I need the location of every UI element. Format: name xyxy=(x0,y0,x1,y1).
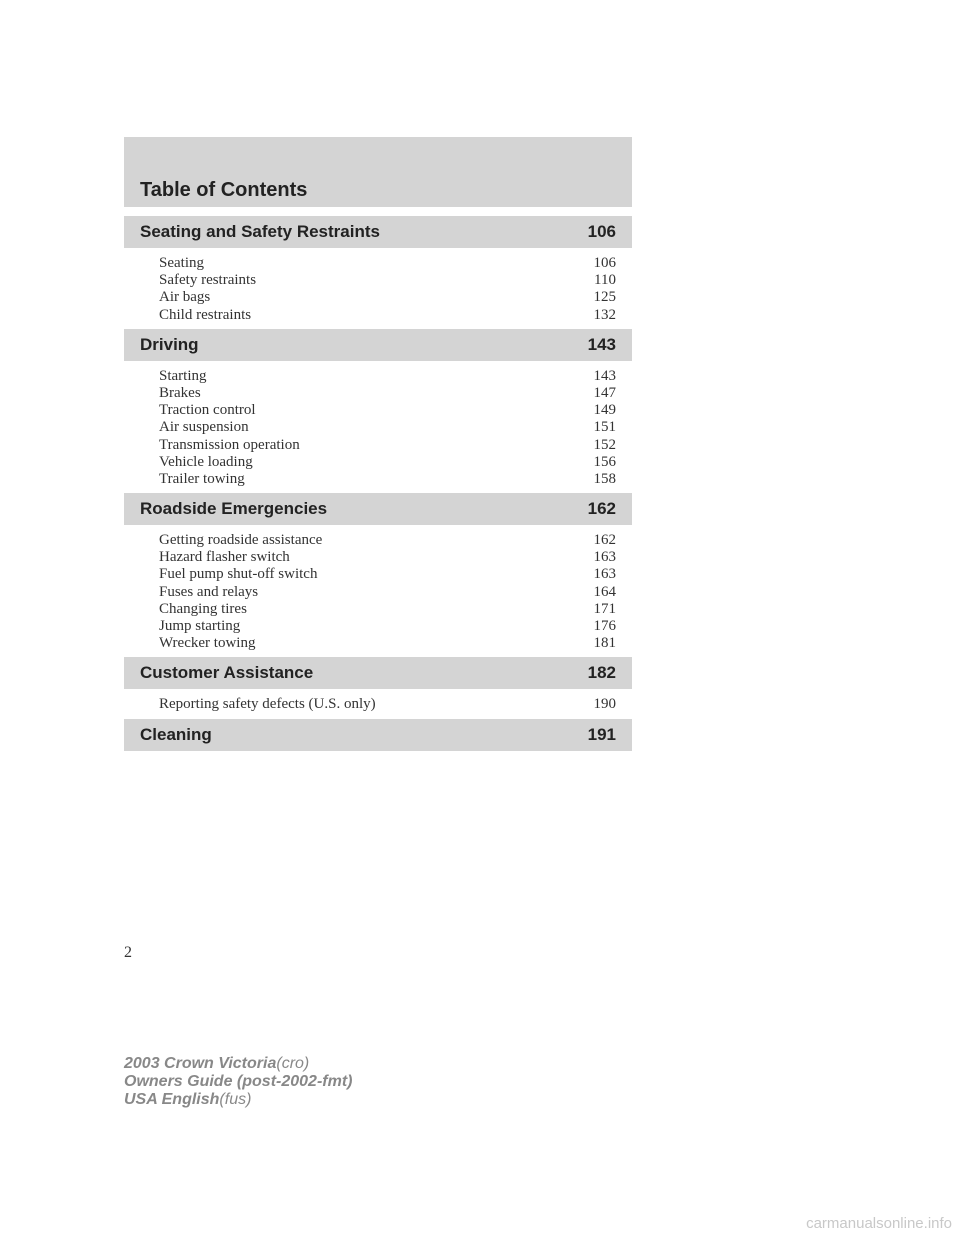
toc-section-header[interactable] xyxy=(124,493,632,525)
toc-item[interactable] xyxy=(159,385,616,402)
page-number: 2 xyxy=(124,944,132,961)
toc-item[interactable] xyxy=(159,368,616,385)
toc-section-title: Roadside Emergencies xyxy=(140,499,328,519)
toc-item-label: Traction control xyxy=(159,402,256,419)
toc-header xyxy=(124,137,632,207)
toc-item-page: 171 xyxy=(593,600,616,617)
toc-item[interactable] xyxy=(159,532,616,549)
toc-item-page: 106 xyxy=(593,255,616,271)
toc-item-label: Air suspension xyxy=(159,419,249,436)
toc-item[interactable] xyxy=(159,471,616,488)
toc-item-page: 164 xyxy=(593,583,616,600)
toc-item-label: Jump starting xyxy=(159,618,241,634)
toc-item-page: 125 xyxy=(593,289,616,306)
toc-item-label: Wrecker towing xyxy=(159,635,256,652)
toc-item-page: 151 xyxy=(593,419,616,436)
toc-item-label: Brakes xyxy=(159,384,201,401)
toc-item-list xyxy=(124,525,632,657)
toc-item-page: 152 xyxy=(593,436,616,453)
toc-item-label: Vehicle loading xyxy=(159,453,253,470)
footer-line-2: Owners Guide (post-2002-fmt) xyxy=(124,1073,353,1090)
toc-item-label: Getting roadside assistance xyxy=(159,532,323,549)
toc-item-page: 110 xyxy=(594,272,616,289)
toc-item-page: 163 xyxy=(593,549,616,566)
toc-item-label: Reporting safety defects (U.S. only) xyxy=(159,696,376,713)
toc-item-label: Hazard flasher switch xyxy=(159,549,290,566)
toc-item[interactable] xyxy=(159,618,616,635)
toc-section-title: Customer Assistance xyxy=(140,663,314,683)
toc-section-header[interactable] xyxy=(124,719,632,751)
watermark: carmanualsonline.info xyxy=(806,1215,952,1232)
toc-section-page: 191 xyxy=(587,724,616,744)
toc-list xyxy=(124,216,632,759)
toc-item-page: 162 xyxy=(593,532,616,549)
toc-section-header[interactable] xyxy=(124,657,632,689)
toc-item-page: 190 xyxy=(593,696,616,713)
toc-section-title: Cleaning xyxy=(140,724,212,744)
toc-item[interactable] xyxy=(159,566,616,583)
toc-item-page: 132 xyxy=(593,306,616,323)
toc-item[interactable] xyxy=(159,419,616,436)
page-title: Table of Contents xyxy=(140,179,308,201)
toc-item-list xyxy=(124,248,632,329)
toc-section-page: 106 xyxy=(587,222,616,241)
toc-item-page: 181 xyxy=(593,635,616,652)
toc-item[interactable] xyxy=(159,584,616,601)
toc-item-page: 158 xyxy=(593,470,616,487)
toc-item-label: Starting xyxy=(159,367,207,384)
toc-item-page: 176 xyxy=(593,618,616,634)
toc-item[interactable] xyxy=(159,307,616,324)
toc-item[interactable] xyxy=(159,255,616,272)
toc-item-label: Seating xyxy=(159,255,204,271)
toc-item[interactable] xyxy=(159,454,616,471)
toc-section-title: Seating and Safety Restraints xyxy=(140,222,380,241)
toc-section-header[interactable] xyxy=(124,329,632,361)
toc-section-page: 162 xyxy=(587,499,616,519)
toc-item[interactable] xyxy=(159,272,616,289)
toc-item[interactable] xyxy=(159,549,616,566)
toc-item-page: 143 xyxy=(593,367,616,384)
toc-section-page: 182 xyxy=(587,663,616,683)
toc-item[interactable] xyxy=(159,601,616,618)
document-footer xyxy=(124,1055,352,1109)
toc-item[interactable] xyxy=(159,289,616,306)
toc-section-page: 143 xyxy=(587,334,616,354)
toc-item-page: 147 xyxy=(593,384,616,401)
toc-item[interactable] xyxy=(159,635,616,652)
footer-line-3: USA English(fus) xyxy=(124,1091,252,1108)
toc-item-label: Fuel pump shut-off switch xyxy=(159,566,318,583)
toc-item-page: 163 xyxy=(593,566,616,583)
toc-item-list xyxy=(124,361,632,493)
toc-item-page: 156 xyxy=(593,453,616,470)
toc-item[interactable] xyxy=(159,402,616,419)
toc-item-label: Child restraints xyxy=(159,306,252,323)
footer-line-1: 2003 Crown Victoria(cro) xyxy=(124,1055,310,1072)
toc-item-page: 149 xyxy=(593,402,616,419)
toc-item[interactable] xyxy=(159,437,616,454)
toc-item-label: Trailer towing xyxy=(159,470,245,487)
toc-item-label: Fuses and relays xyxy=(159,583,259,600)
toc-spacer xyxy=(124,751,632,759)
toc-item[interactable] xyxy=(159,696,616,713)
toc-item-label: Air bags xyxy=(159,289,211,306)
toc-item-list xyxy=(124,689,632,718)
toc-section-title: Driving xyxy=(140,334,199,354)
toc-item-label: Safety restraints xyxy=(159,272,257,289)
toc-item-label: Changing tires xyxy=(159,600,247,617)
toc-section-header[interactable] xyxy=(124,216,632,248)
toc-item-label: Transmission operation xyxy=(159,436,300,453)
